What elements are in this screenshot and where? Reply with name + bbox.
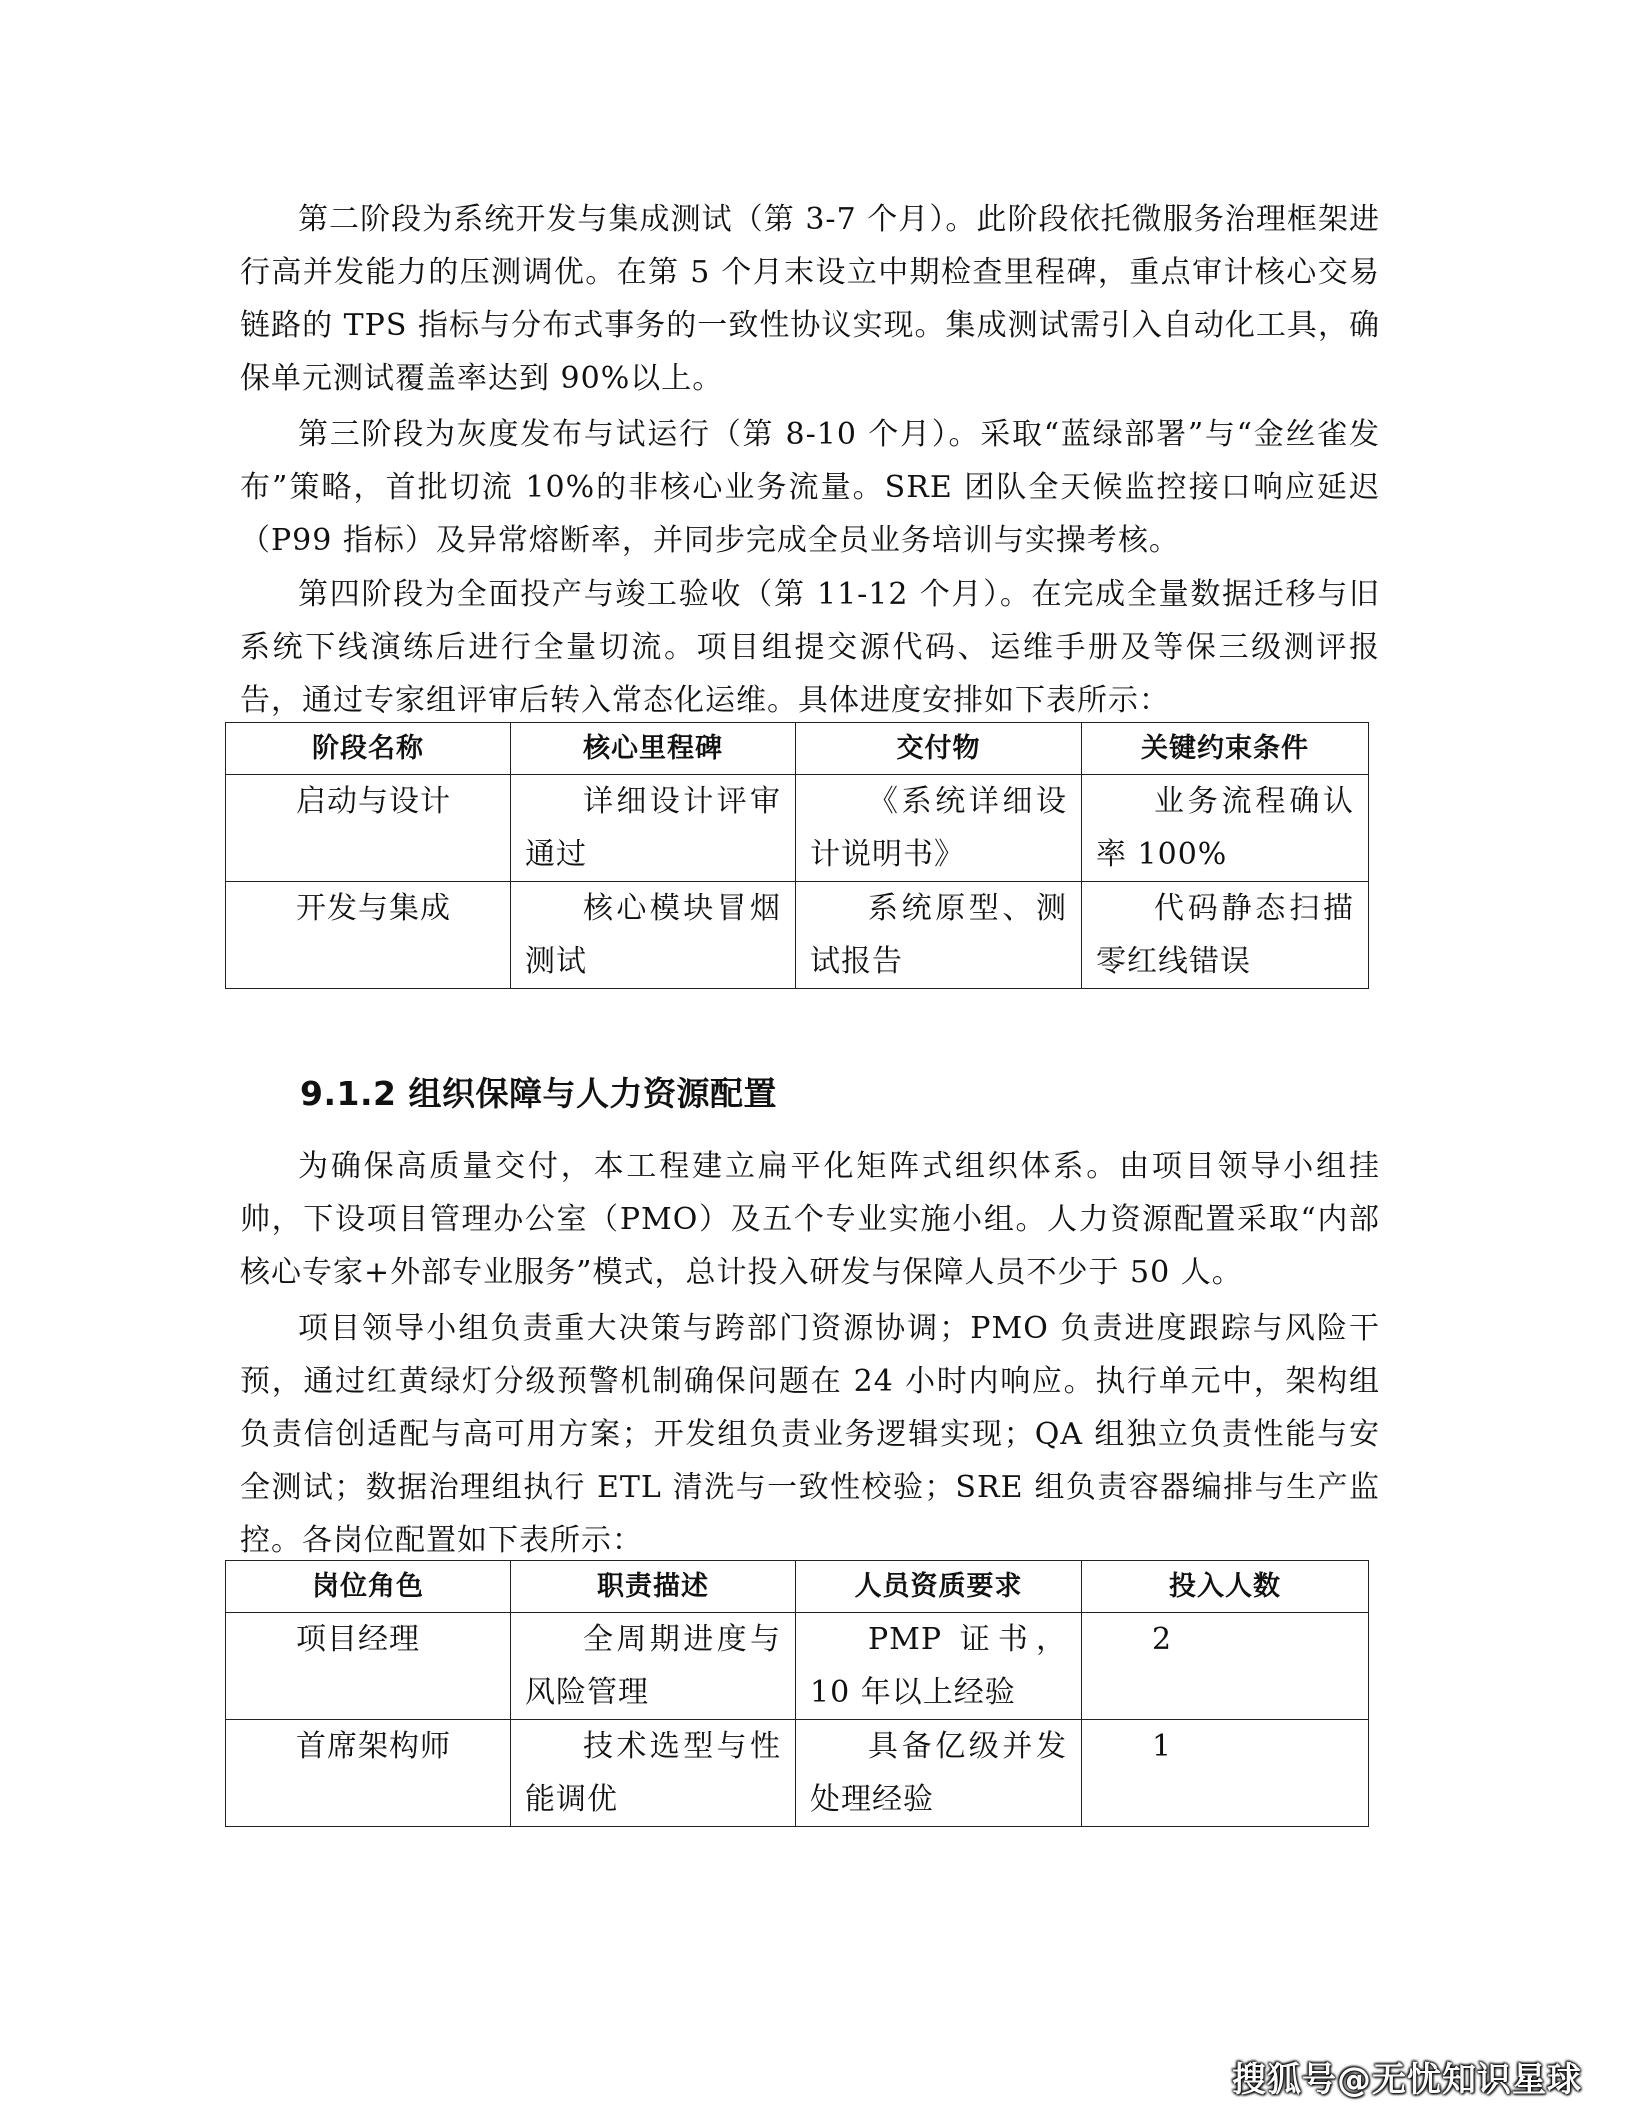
paragraph-phase-four: 第四阶段为全面投产与竣工验收（第 11-12 个月）。在完成全量数据迁移与旧系统下线演练后进行全量切流。项目组提交源代码、运维手册及等保三级测评报告，通过专家组评审后转入常态化运维。具体进度安排如下表所示： xyxy=(240,577,1380,718)
table-header-cell: 投入人数 xyxy=(1082,1561,1369,1613)
table-row xyxy=(226,882,1369,989)
table-cell: 全周期进度与风险管理 xyxy=(511,1613,796,1720)
table-cell: 业务流程确认率 100% xyxy=(1082,775,1369,882)
paragraph-responsibilities: 项目领导小组负责重大决策与跨部门资源协调；PMO 负责进度跟踪与风险干预，通过红黄绿灯分级预警机制确保问题在 24 小时内响应。执行单元中，架构组负责信创适配与高可用方案；开发组负责业务逻辑实现；QA 组独立负责性能与安全测试；数据治理组执行 ETL 清洗与一致性校验；SRE 组负责容器编排与生产监控。各岗位配置如下表所示： xyxy=(240,1311,1380,1558)
table-row xyxy=(226,1720,1369,1827)
table-header-cell: 职责描述 xyxy=(511,1561,796,1613)
table-cell: 系统原型、测试报告 xyxy=(796,882,1082,989)
table-cell: 《系统详细设计说明书》 xyxy=(796,775,1082,882)
section-number: 9.1.2 xyxy=(300,1074,397,1113)
watermark: 搜狐号@无忧知识星球 xyxy=(1232,2060,1582,2100)
paragraph-phase-three: 第三阶段为灰度发布与试运行（第 8-10 个月）。采取“蓝绿部署”与“金丝雀发布”策略，首批切流 10%的非核心业务流量。SRE 团队全天候监控接口响应延迟（P99 指标）及异常熔断率，并同步完成全员业务培训与实操考核。 xyxy=(240,417,1380,558)
table-cell: 启动与设计 xyxy=(226,775,511,882)
table-header-cell: 人员资质要求 xyxy=(796,1561,1082,1613)
paragraph-phase-two: 第二阶段为系统开发与集成测试（第 3-7 个月）。此阶段依托微服务治理框架进行高并发能力的压测调优。在第 5 个月末设立中期检查里程碑，重点审计核心交易链路的 TPS 指标与分布式事务的一致性协议实现。集成测试需引入自动化工具，确保单元测试覆盖率达到 90%以上。 xyxy=(240,202,1380,396)
section-title: 组织保障与人力资源配置 xyxy=(408,1074,777,1113)
schedule-table xyxy=(225,722,1369,989)
table-cell: 开发与集成 xyxy=(226,882,511,989)
table-cell: PMP 证书， 10 年以上经验 xyxy=(796,1613,1082,1720)
table-cell: 首席架构师 xyxy=(226,1720,511,1827)
table-cell: 技术选型与性能调优 xyxy=(511,1720,796,1827)
table-cell: 代码静态扫描零红线错误 xyxy=(1082,882,1369,989)
table-header-row xyxy=(226,723,1369,775)
table-header-cell: 核心里程碑 xyxy=(511,723,796,775)
table-cell: 具备亿级并发处理经验 xyxy=(796,1720,1082,1827)
staff-table xyxy=(225,1560,1369,1827)
section-heading xyxy=(300,1070,777,1118)
table-cell: 2 xyxy=(1082,1613,1369,1720)
table-row xyxy=(226,1613,1369,1720)
table-header-cell: 交付物 xyxy=(796,723,1082,775)
table-header-row xyxy=(226,1561,1369,1613)
paragraph-organization: 为确保高质量交付，本工程建立扁平化矩阵式组织体系。由项目领导小组挂帅，下设项目管理办公室（PMO）及五个专业实施小组。人力资源配置采取“内部核心专家+外部专业服务”模式，总计投入研发与保障人员不少于 50 人。 xyxy=(240,1149,1380,1290)
table-cell: 项目经理 xyxy=(226,1613,511,1720)
table-cell: 详细设计评审通过 xyxy=(511,775,796,882)
table-header-cell: 岗位角色 xyxy=(226,1561,511,1613)
table-cell: 1 xyxy=(1082,1720,1369,1827)
table-row xyxy=(226,775,1369,882)
table-header-cell: 关键约束条件 xyxy=(1082,723,1369,775)
table-cell: 核心模块冒烟测试 xyxy=(511,882,796,989)
table-header-cell: 阶段名称 xyxy=(226,723,511,775)
